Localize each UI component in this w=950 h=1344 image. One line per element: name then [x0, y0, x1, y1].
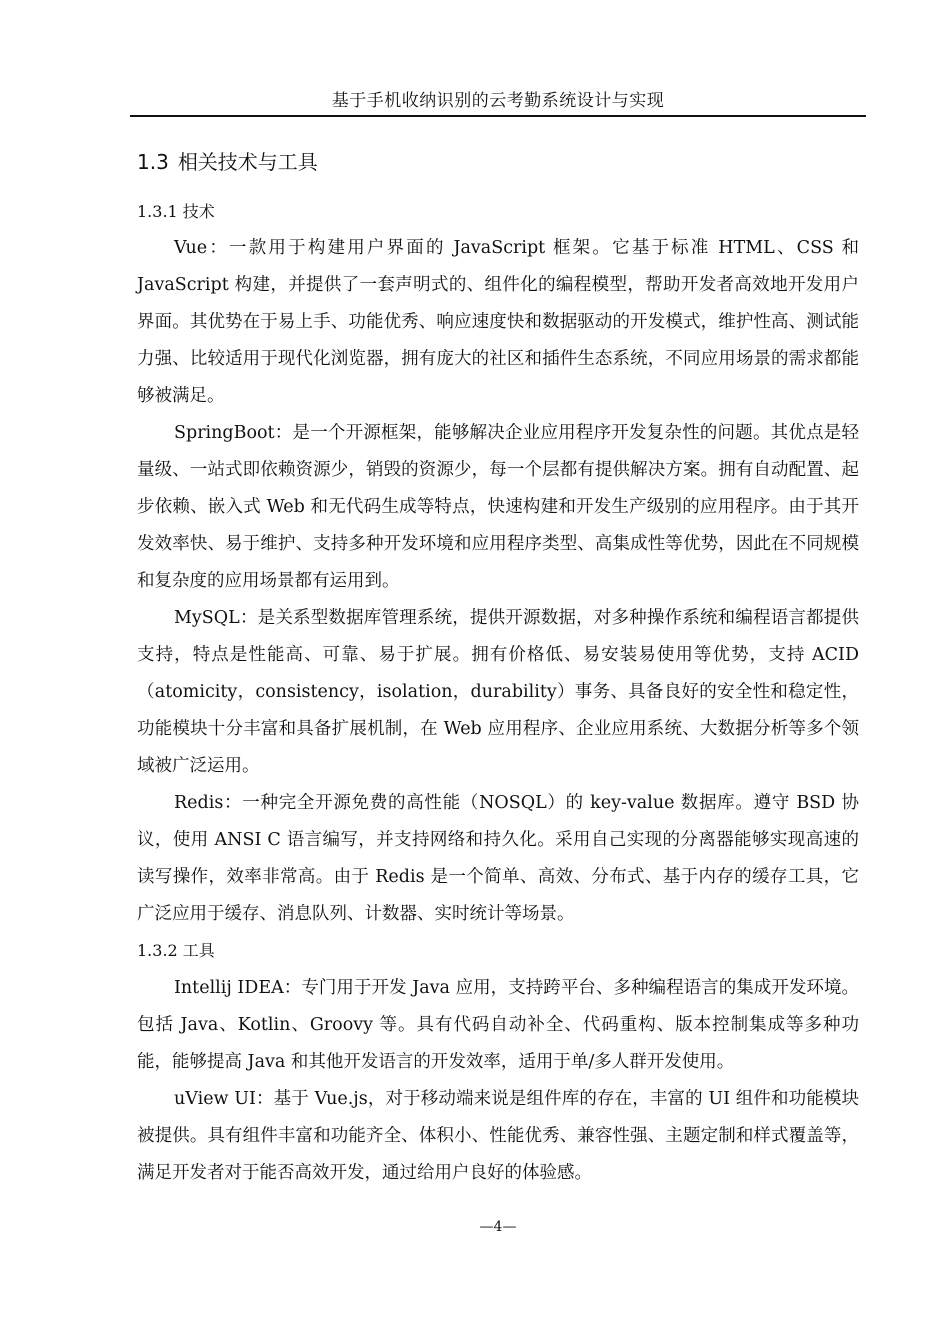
paragraph-springboot: SpringBoot：是一个开源框架，能够解决企业应用程序开发复杂性的问题。其优点是轻量级、一站式即依赖资源少，销毁的资源少，每一个层都有提供解决方案。拥有自动配置、起步依赖、嵌入式 Web 和无代码生成等特点，快速构建和开发生产级别的应用程序。由于其开发效率快、易于维护、支持多种开发环境和应用程序类型、高集成性等优势，因此在不同规模和复杂度的应用场景都有运用到。 — [137, 423, 859, 591]
subsection-heading-tools: 1.3.2 工具 — [137, 941, 215, 960]
paragraph-mysql: MySQL：是关系型数据库管理系统，提供开源数据，对多种操作系统和编程语言都提供支持，特点是性能高、可靠、易于扩展。拥有价格低、易安装易使用等优势，支持 ACID（atomicity，consistency，isolation，durability）事务、具备良好的安全性和稳定性，功能模块十分丰富和具备扩展机制，在 Web 应用程序、企业应用系统、大数据分析等多个领域被广泛运用。 — [137, 608, 859, 776]
running-header: 基于手机收纳识别的云考勤系统设计与实现 — [331, 91, 665, 111]
header-rule — [130, 115, 866, 117]
paragraph-redis: Redis：一种完全开源免费的高性能（NOSQL）的 key-value 数据库。遵守 BSD 协议，使用 ANSI C 语言编写，并支持网络和持久化。采用自己实现的分离器能够实现高速的读写操作，效率非常高。由于 Redis 是一个简单、高效、分布式、基于内存的缓存工具，它广泛应用于缓存、消息队列、计数器、实时统计等场景。 — [137, 793, 859, 924]
paragraph-idea: Intellij IDEA：专门用于开发 Java 应用，支持跨平台、多种编程语言的集成开发环境。包括 Java、Kotlin、Groovy 等。具有代码自动补全、代码重构、版本控制集成等多种功能，能够提高 Java 和其他开发语言的开发效率，适用于单/多人群开发使用。 — [137, 978, 859, 1072]
subsection-heading-tech: 1.3.1 技术 — [137, 202, 215, 221]
section-heading — [137, 147, 318, 177]
page-number: —4— — [479, 1219, 517, 1235]
section-title: 相关技术与工具 — [177, 150, 318, 174]
section-number: 1.3 — [137, 150, 169, 174]
paragraph-vue: Vue：一款用于构建用户界面的 JavaScript 框架。它基于标准 HTML、CSS 和 JavaScript 构建，并提供了一套声明式的、组件化的编程模型，帮助开发者高效地开发用户界面。其优势在于易上手、功能优秀、响应速度快和数据驱动的开发模式，维护性高、测试能力强、比较适用于现代化浏览器，拥有庞大的社区和插件生态系统，不同应用场景的需求都能够被满足。 — [137, 238, 859, 406]
paragraph-uview: uView UI：基于 Vue.js，对于移动端来说是组件库的存在，丰富的 UI 组件和功能模块被提供。具有组件丰富和功能齐全、体积小、性能优秀、兼容性强、主题定制和样式覆盖等，满足开发者对于能否高效开发，通过给用户良好的体验感。 — [137, 1089, 859, 1183]
